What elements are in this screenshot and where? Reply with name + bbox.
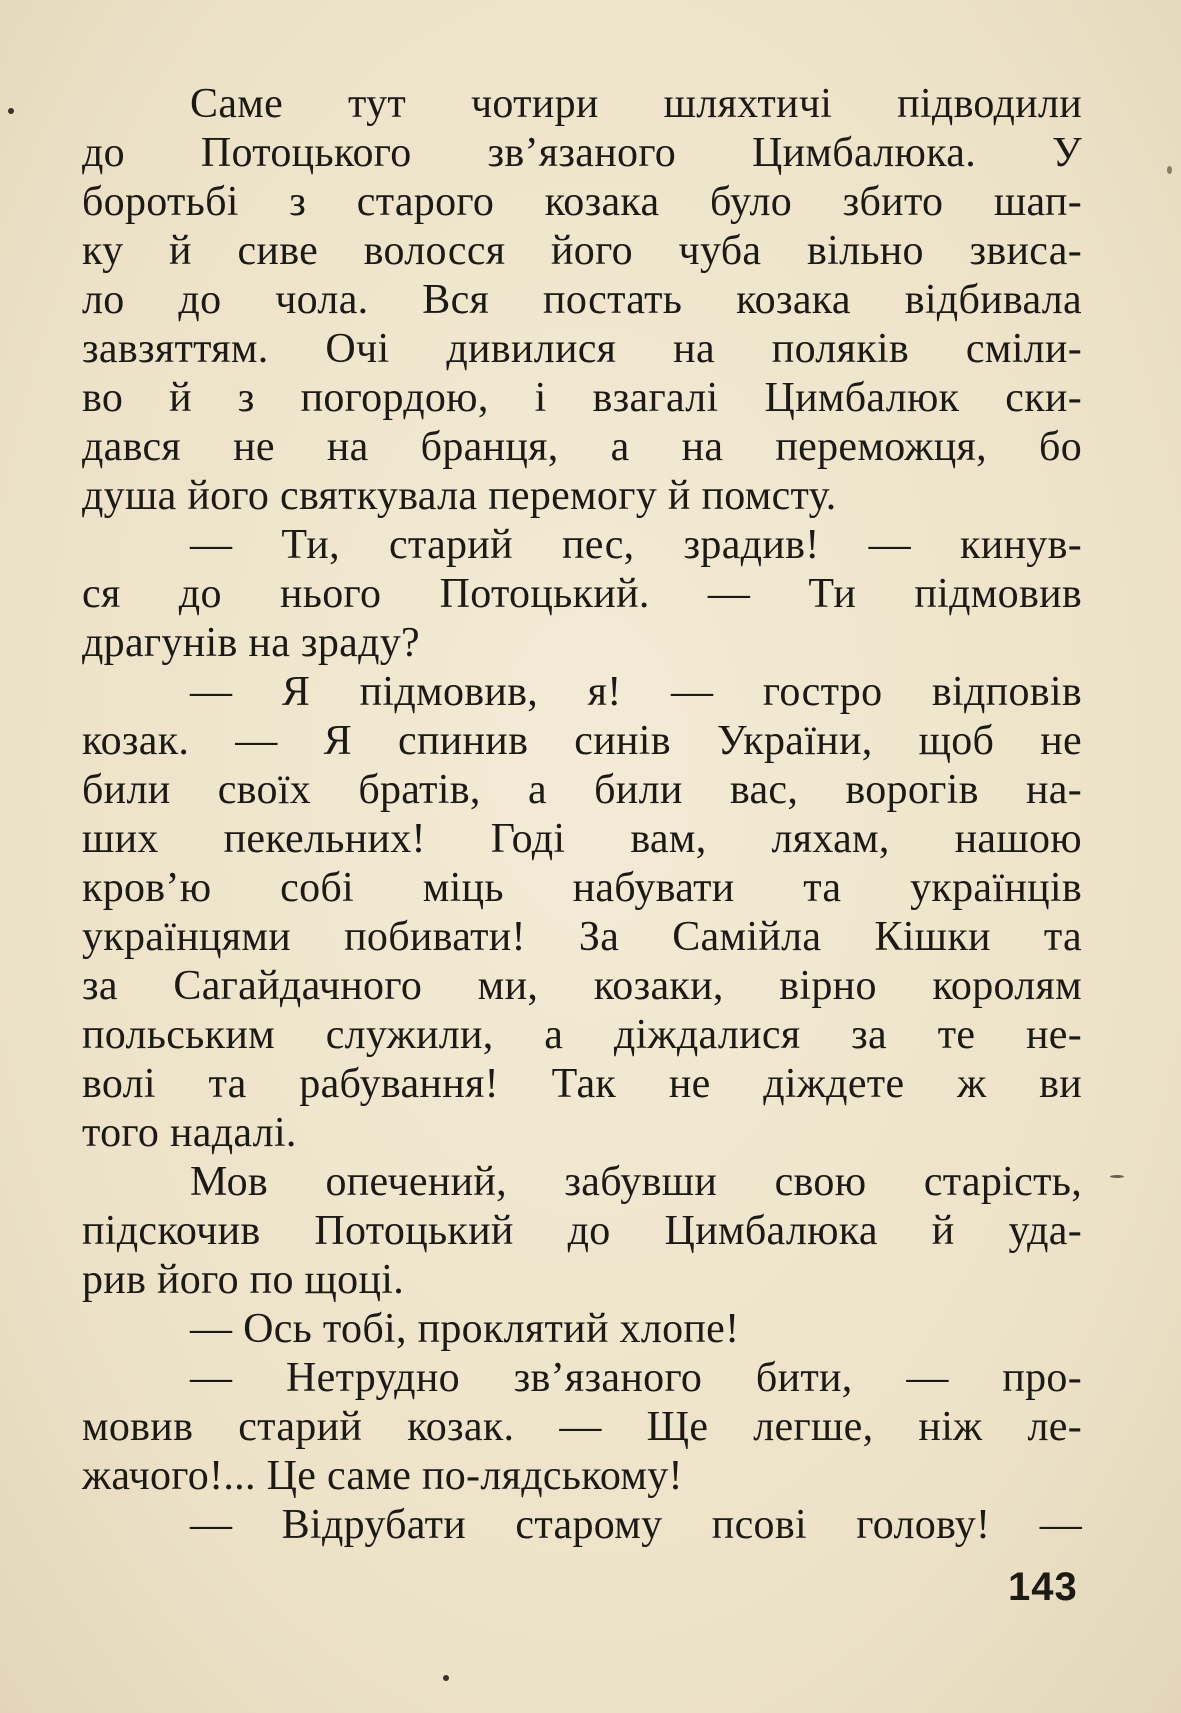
text-line: завзяттям. Очі дивилися на поляків сміли- — [82, 326, 1082, 372]
text-line: — Ось тобі, проклятий хлопе! — [190, 1306, 740, 1352]
print-speck — [443, 1675, 449, 1681]
text-line: до Потоцького зв’язаного Цимбалюка. У — [82, 130, 1082, 176]
text-line: рив його по щоці. — [82, 1257, 405, 1303]
text-line: — Нетрудно зв’язаного бити, — про- — [190, 1355, 1082, 1401]
text-line: во й з погордою, і взагалі Цимбалюк ски- — [82, 375, 1082, 421]
text-line: били своїх братів, а били вас, ворогів на- — [82, 767, 1082, 813]
text-line: мовив старий козак. — Ще легше, ніж ле- — [82, 1404, 1082, 1450]
text-line: драгунів на зраду? — [82, 620, 420, 666]
text-line: Саме тут чотири шляхтичі підводили — [190, 81, 1082, 127]
text-line: того надалі. — [82, 1110, 297, 1156]
text-line: польським служили, а діждалися за те не- — [82, 1012, 1082, 1058]
text-line: дався не на бранця, а на переможця, бо — [82, 424, 1082, 470]
text-line: боротьбі з старого козака було збито шап- — [82, 179, 1082, 225]
print-speck — [1110, 1175, 1124, 1178]
text-line: Мов опечений, забувши свою старість, — [190, 1159, 1082, 1205]
print-speck — [8, 108, 14, 114]
text-line: ся до нього Потоцький. — Ти підмовив — [82, 571, 1082, 617]
text-line: — Відрубати старому псові голову! — — [190, 1502, 1082, 1548]
page-number: 143 — [1008, 1565, 1078, 1609]
text-line: підскочив Потоцький до Цимбалюка й уда- — [82, 1208, 1082, 1254]
text-line: козак. — Я спинив синів України, щоб не — [82, 718, 1082, 764]
text-line: жачого!... Це саме по-лядському! — [82, 1453, 683, 1499]
print-speck — [1167, 166, 1172, 174]
page-text — [82, 80, 1082, 1550]
text-line: волі та рабування! Так не діждете ж ви — [82, 1061, 1082, 1107]
text-line: — Ти, старий пес, зрадив! — кинув- — [190, 522, 1082, 568]
text-line: ших пекельних! Годі вам, ляхам, нашою — [82, 816, 1082, 862]
text-line: душа його святкувала перемогу й помсту. — [82, 473, 837, 519]
text-line: — Я підмовив, я! — гостро відповів — [190, 669, 1082, 715]
text-line: кров’ю собі міць набувати та українців — [82, 865, 1082, 911]
text-line: за Сагайдачного ми, козаки, вірно королям — [82, 963, 1082, 1009]
text-line: ку й сиве волосся його чуба вільно звиса- — [82, 228, 1082, 274]
text-line: українцями побивати! За Самійла Кішки та — [82, 914, 1082, 960]
text-line: ло до чола. Вся постать козака відбивала — [82, 277, 1082, 323]
